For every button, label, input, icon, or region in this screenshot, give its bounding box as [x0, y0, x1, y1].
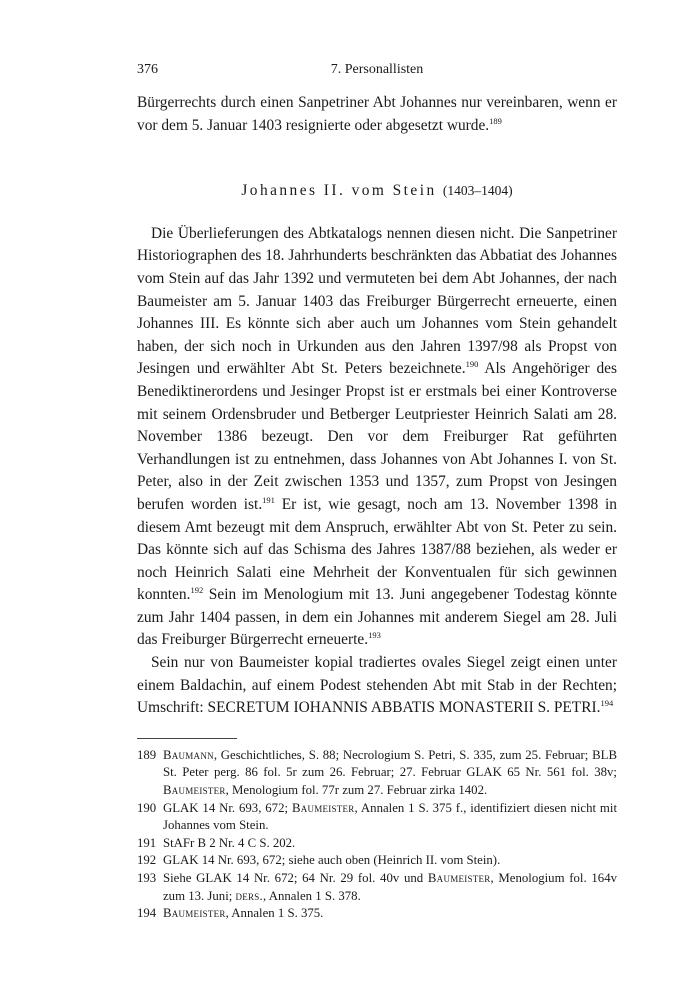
footnote-ref[interactable]: 192 [190, 585, 204, 596]
page-header [137, 62, 617, 82]
footnote-ref[interactable]: 190 [465, 359, 479, 370]
paragraph: Sein nur von Baumeister kopial tradiertes ovales Siegel zeigt einen unter einem Baldachin, auf einem Podest stehenden Abt mit Stab in der Rechten; Umschrift: SECRETUM IOHANNIS ABBATIS MONASTERII S. PETRI.$^{194}$ [137, 654, 617, 717]
footnote-ref[interactable]: 193 [368, 630, 381, 641]
paragraph: Die Überlieferungen des Abtkatalogs nennen diesen nicht. Die Sanpetriner Historiographen des 18. Jahrhunderts beschränkten das Abbatiat des Johannes vom Stein auf das Jahr 1392 und vermuteten bei dem Abt Johannes, der nach Baumeister am 5. Januar 1403 das Freiburger Bürgerrecht erneuerte, einen Johannes III. Es könnte sich aber auch um Johannes vom Stein gehandelt haben, der sich noch in Urkunden aus den Jahren 1397/98 als Propst von Jesingen und erwählter Abt St. Peters bezeichnete.$^{190}$ Als Angehöriger des Benediktinerordens und Jesinger Propst ist er erstmals bei einer Kontroverse mit seinem Ordensbruder und Betberger Leutpriester Heinrich Salati am 28. November 1386 bezeugt. Den vor dem Freiburger Rat geführten Verhandlungen ist zu entnehmen, dass Johannes von Abt Johannes I. von St. Peter, also in der Zeit zwischen 1353 und 1357, zum Propst von Jesingen berufen worden ist.$^{191}$ Er ist, wie gesagt, noch am 13. November 1398 in diesem Amt bezeugt mit dem Anspruch, erwählter Abt von St. Peter zu sein. Das könnte sich auf das Schisma des Jahres 1387/88 beziehen, als weder er noch Heinrich Salati eine Mehrheit der Konventualen für sich gewinnen konnten.$^{192}$ Sein im Menologium mit 13. Juni angegebener Todestag könnte zum Jahr 1404 passen, in dem ein Johannes mit anderem Siegel am 28. Juli das Freiburger Bürgerrecht erneuerte.$^{193}$ [137, 224, 617, 649]
section-heading [137, 180, 617, 203]
footnote-text: Siehe GLAK 14 Nr. 672; 64 Nr. 29 fol. 40v und Baumeister, Menologium fol. 164v zum 13. Juni; ders., Annalen 1 S. 378. [163, 871, 617, 903]
section-dates: (1403–1404) [442, 183, 513, 199]
footnote-ref[interactable]: 191 [262, 494, 275, 505]
footnote-number: 190 [137, 800, 157, 815]
footnote-text: GLAK 14 Nr. 693, 672; Baumeister, Annalen 1 S. 375 f., identifiziert diesen nicht mit Johannes vom Stein. [163, 800, 617, 833]
intro-paragraph: Bürgerrechts durch einen Sanpetriner Abt Johannes nur vereinbaren, wenn er vor dem 5. Januar 1403 resignierte oder abgesetzt wurde.$^{189}$ [137, 94, 617, 134]
footnote-text: GLAK 14 Nr. 693, 672; siehe auch oben (Heinrich II. vom Stein). [163, 853, 501, 868]
footnote-text: StAFr B 2 Nr. 4 C S. 202. [163, 835, 296, 850]
footnote-item [137, 747, 617, 800]
footnote-ref[interactable]: 194 [600, 698, 614, 709]
footnote-item [137, 870, 617, 905]
footnote-number: 189 [137, 747, 157, 762]
section-title: Johannes II. vom Stein [241, 182, 437, 200]
footnote-ref[interactable]: 189 [489, 115, 502, 126]
footnote-item [137, 852, 617, 870]
footnotes [137, 747, 617, 923]
footnote-divider [137, 738, 237, 739]
footnote-item [137, 835, 617, 853]
footnote-item [137, 800, 617, 835]
running-title: 7. Personallisten [330, 62, 424, 77]
footnote-text: Baumann, Geschichtliches, S. 88; Necrologium S. Petri, S. 335, zum 25. Februar; BLB St. Peter perg. 86 fol. 5r zum 26. Februar; 27. Februar GLAK 65 Nr. 561 fol. 38v; Baumeister, Menologium fol. 77r zum 27. Februar zirka 1402. [163, 747, 617, 798]
page-number: 376 [137, 62, 158, 77]
footnote-number: 191 [137, 835, 157, 850]
footnote-number: 194 [137, 906, 157, 921]
main-text [137, 92, 617, 923]
footnote-number: 193 [137, 871, 157, 885]
footnote-number: 192 [137, 853, 157, 868]
footnote-item [137, 905, 617, 923]
footnote-text: Baumeister, Annalen 1 S. 375. [163, 906, 324, 921]
